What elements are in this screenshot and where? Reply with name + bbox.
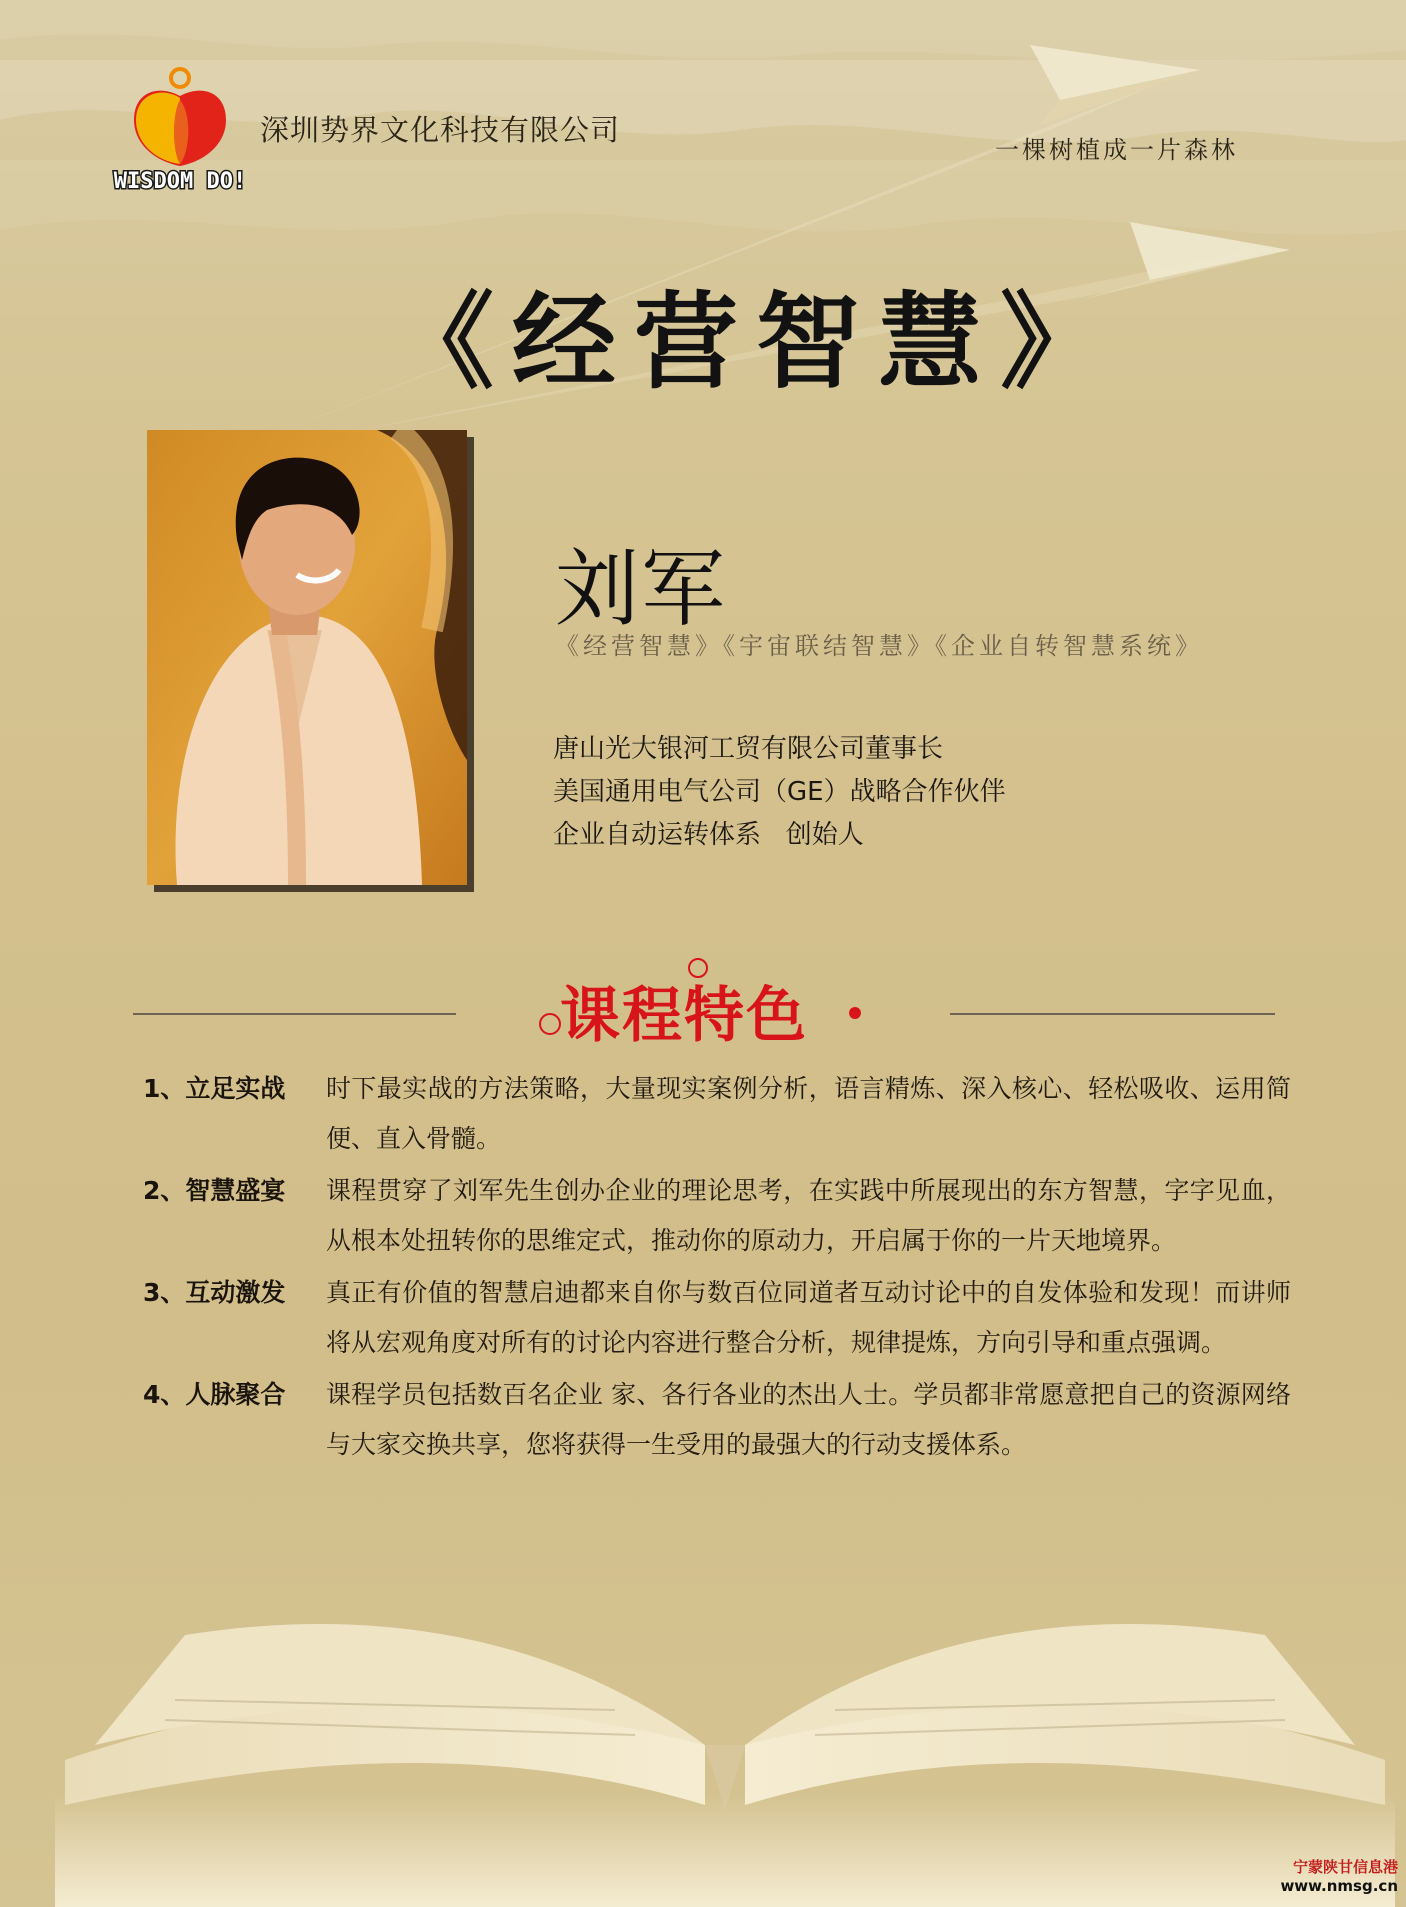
feature-text: 真正有价值的智慧启迪都来自你与数百位同道者互动讨论中的自发体验和发现！而讲师将从宏观角度对所有的讨论内容进行整合分析，规律提炼，方向引导和重点强调。	[326, 1278, 1291, 1357]
watermark-url: www.nmsg.cn	[1280, 1877, 1398, 1895]
feature-text: 时下最实战的方法策略，大量现实案例分析，语言精炼、深入核心、轻松吸收、运用简便、直入骨髓。	[326, 1074, 1291, 1153]
features-heading: 课程特色	[560, 981, 808, 1051]
logo-text: WISDOM DO!	[113, 169, 247, 194]
speaker-titles	[553, 728, 1006, 857]
speaker-title-line: 企业自动运转体系 创始人	[553, 820, 864, 850]
speaker-portrait-image	[147, 430, 467, 885]
divider-right	[950, 1013, 1275, 1015]
slogan: 一棵树植成一片森林	[995, 136, 1238, 164]
feature-text: 课程贯穿了刘军先生创办企业的理论思考，在实践中所展现出的东方智慧，字字见血，从根本处扭转你的思维定式，推动你的原动力，开启属于你的一片天地境界。	[326, 1176, 1291, 1255]
feature-label: 2、智慧盛宴	[143, 1176, 286, 1205]
speaker-courses: 《经营智慧》《宇宙联结智慧》《企业自转智慧系统》	[555, 632, 1203, 660]
list-item	[143, 1268, 1293, 1368]
company-name: 深圳势界文化科技有限公司	[260, 113, 621, 147]
speaker-title-line: 唐山光大银河工贸有限公司董事长	[553, 734, 944, 764]
list-item	[143, 1166, 1293, 1266]
watermark-cn: 宁蒙陕甘信息港	[1292, 1858, 1398, 1876]
list-item	[143, 1370, 1293, 1470]
feature-label: 1、立足实战	[143, 1074, 286, 1103]
list-item	[143, 1064, 1293, 1164]
features-list	[143, 1064, 1293, 1472]
feature-text: 课程学员包括数百名企业 家、各行各业的杰出人士。学员都非常愿意把自己的资源网络与大家交换共享，您将获得一生受用的最强大的行动支援体系。	[326, 1380, 1291, 1459]
divider-left	[133, 1013, 456, 1015]
feature-label: 3、互动激发	[143, 1278, 286, 1307]
feature-label: 4、人脉聚合	[143, 1380, 286, 1409]
open-book-image	[55, 1595, 1395, 1907]
page-title: 《经营智慧》	[390, 280, 1123, 403]
watermark	[1280, 1856, 1398, 1895]
speaker-title-line: 美国通用电气公司（GE）战略合作伙伴	[553, 777, 1006, 807]
speaker-photo	[147, 430, 467, 885]
wisdom-do-logo-icon	[88, 62, 278, 194]
speaker-name: 刘军	[555, 540, 728, 638]
